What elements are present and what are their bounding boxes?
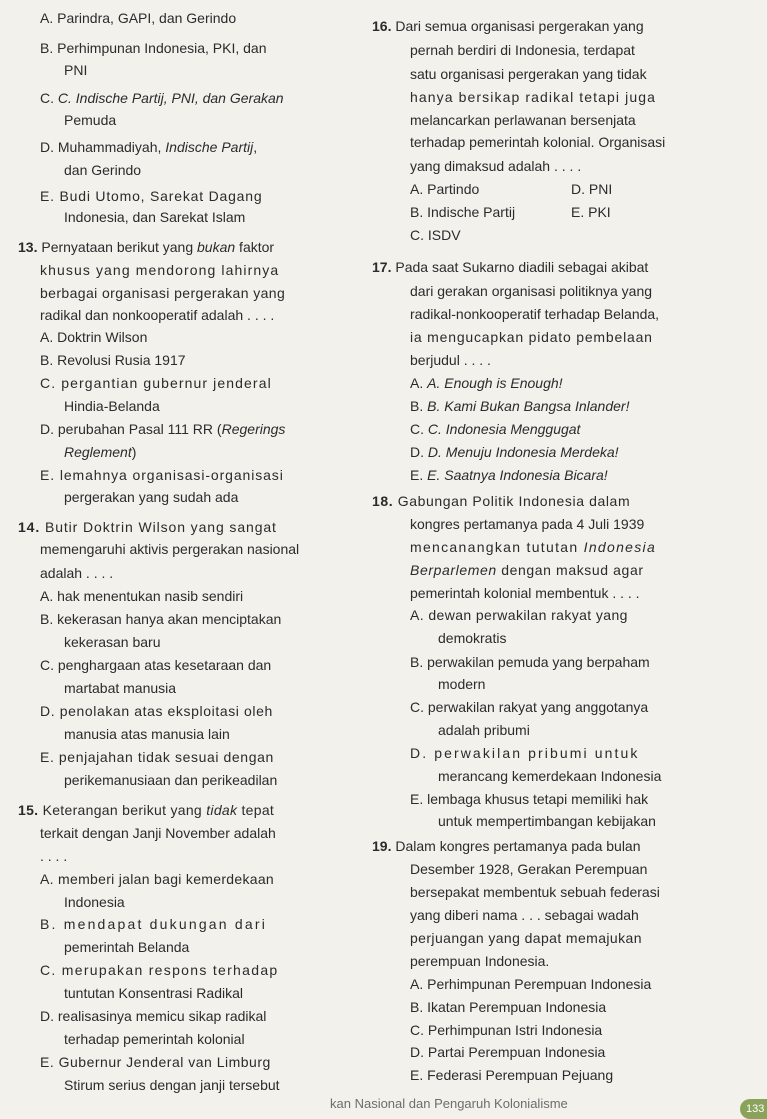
q12-option-c-cont: Pemuda: [64, 112, 117, 128]
q18-stem-5: pemerintah kolonial membentuk . . . .: [410, 585, 640, 601]
q16-stem-6: terhadap pemerintah kolonial. Organisasi: [410, 134, 666, 150]
q14-option-e-cont: perikemanusiaan dan perikeadilan: [64, 772, 278, 788]
q18-option-d-cont: merancang kemerdekaan Indonesia: [438, 768, 662, 784]
q12-option-b-cont: PNI: [64, 62, 88, 78]
q13-option-a: A. Doktrin Wilson: [40, 329, 148, 345]
q16-option-b: B. Indische Partij: [410, 204, 516, 220]
q18-option-c-cont: adalah pribumi: [438, 722, 530, 738]
q16-option-e: E. PKI: [571, 204, 611, 220]
q19-stem-6: perempuan Indonesia.: [410, 953, 550, 969]
q15-option-b-cont: pemerintah Belanda: [64, 939, 190, 955]
q17-stem-3: radikal-nonkooperatif terhadap Belanda,: [410, 306, 660, 322]
q16-stem-3: satu organisasi pergerakan yang tidak: [410, 66, 647, 82]
q19-stem: 19. Dalam kongres pertamanya pada bulan: [372, 838, 641, 854]
q19-stem-2: Desember 1928, Gerakan Perempuan: [410, 861, 648, 877]
q14-stem: 14. Butir Doktrin Wilson yang sangat: [18, 519, 277, 535]
q15-stem: 15. Keterangan berikut yang tidak tepat: [18, 802, 275, 818]
q19-option-c: C. Perhimpunan Istri Indonesia: [410, 1022, 603, 1038]
q14-option-d: D. penolakan atas eksploitasi oleh: [40, 703, 273, 719]
q13-option-b: B. Revolusi Rusia 1917: [40, 352, 186, 368]
q18-stem-3: mencanangkan tututan Indonesia: [410, 539, 657, 555]
q14-option-b: B. kekerasan hanya akan menciptakan: [40, 611, 282, 627]
q19-option-a: A. Perhimpunan Perempuan Indonesia: [410, 976, 652, 992]
q15-option-d: D. realisasinya memicu sikap radikal: [40, 1008, 267, 1024]
q18-option-e-cont: untuk mempertimbangan kebijakan: [438, 813, 656, 829]
q14-option-c-cont: martabat manusia: [64, 680, 177, 696]
q14-stem-3: adalah . . . .: [40, 565, 114, 581]
q18-option-d: D. perwakilan pribumi untuk: [410, 745, 640, 761]
q12-option-b: B. Perhimpunan Indonesia, PKI, dan: [40, 40, 267, 56]
q15-stem-2: terkait dengan Janji November adalah: [40, 825, 276, 841]
q13-stem-4: radikal dan nonkooperatif adalah . . . .: [40, 307, 275, 323]
q16-stem-2: pernah berdiri di Indonesia, terdapat: [410, 42, 635, 58]
q18-option-c: C. perwakilan rakyat yang anggotanya: [410, 699, 649, 715]
q18-option-a: A. dewan perwakilan rakyat yang: [410, 607, 628, 623]
q12-option-a: A. Parindra, GAPI, dan Gerindo: [40, 10, 237, 26]
q13-option-e: E. lemahnya organisasi-organisasi: [40, 467, 284, 483]
q19-stem-4: yang diberi nama . . . sebagai wadah: [410, 907, 639, 923]
q12-option-d-cont: dan Gerindo: [64, 162, 142, 178]
q17-option-d: D. D. Menuju Indonesia Merdeka!: [410, 444, 619, 460]
q12-option-d: D. Muhammadiyah, Indische Partij,: [40, 139, 258, 155]
q17-stem-2: dari gerakan organisasi politiknya yang: [410, 283, 653, 299]
q13-option-d-cont: Reglement): [64, 444, 137, 460]
q18-option-b: B. perwakilan pemuda yang berpaham: [410, 654, 650, 670]
q12-option-e: E. Budi Utomo, Sarekat Dagang: [40, 188, 263, 204]
q18-option-e: E. lembaga khusus tetapi memiliki hak: [410, 791, 649, 807]
q17-stem-4: ia mengucapkan pidato pembelaan: [410, 329, 653, 345]
q13-option-d: D. perubahan Pasal 111 RR (Regerings: [40, 421, 286, 437]
q15-option-e: E. Gubernur Jenderal van Limburg: [40, 1054, 271, 1070]
q12-option-c: C. C. Indische Partij, PNI, dan Gerakan: [40, 90, 284, 106]
q15-stem-3: . . . .: [40, 848, 68, 864]
q17-option-e: E. E. Saatnya Indonesia Bicara!: [410, 467, 608, 483]
q15-option-c: C. merupakan respons terhadap: [40, 962, 279, 978]
q18-option-b-cont: modern: [438, 676, 486, 692]
q14-option-e: E. penjajahan tidak sesuai dengan: [40, 749, 274, 765]
q15-option-e-cont: Stirum serius dengan janji tersebut: [64, 1077, 280, 1093]
q14-option-c: C. penghargaan atas kesetaraan dan: [40, 657, 272, 673]
q17-stem: 17. Pada saat Sukarno diadili sebagai akibat: [372, 259, 649, 275]
q17-option-c: C. C. Indonesia Menggugat: [410, 421, 581, 437]
q16-stem-4: hanya bersikap radikal tetapi juga: [410, 89, 656, 105]
q19-option-e: E. Federasi Perempuan Pejuang: [410, 1067, 614, 1083]
q18-option-a-cont: demokratis: [438, 630, 507, 646]
q13-option-c: C. pergantian gubernur jenderal: [40, 375, 272, 391]
q19-stem-5: perjuangan yang dapat memajukan: [410, 930, 642, 946]
q19-option-b: B. Ikatan Perempuan Indonesia: [410, 999, 607, 1015]
q12-option-e-cont: Indonesia, dan Sarekat Islam: [64, 209, 246, 225]
q15-option-d-cont: terhadap pemerintah kolonial: [64, 1031, 245, 1047]
q18-stem-2: kongres pertamanya pada 4 Juli 1939: [410, 516, 645, 532]
q13-option-c-cont: Hindia-Belanda: [64, 398, 160, 414]
q16-stem: 16. Dari semua organisasi pergerakan yang: [372, 18, 644, 34]
q16-option-c: C. ISDV: [410, 227, 461, 243]
q16-stem-7: yang dimaksud adalah . . . .: [410, 158, 582, 174]
q19-stem-3: bersepakat membentuk sebuah federasi: [410, 884, 660, 900]
q17-stem-5: berjudul . . . .: [410, 352, 491, 368]
q13-stem-2: khusus yang mendorong lahirnya: [40, 262, 280, 278]
q18-stem-4: Berparlemen dengan maksud agar: [410, 562, 644, 578]
q14-stem-2: memengaruhi aktivis pergerakan nasional: [40, 541, 300, 557]
q16-option-a: A. Partindo: [410, 181, 480, 197]
q14-option-a: A. hak menentukan nasib sendiri: [40, 588, 244, 604]
q14-option-b-cont: kekerasan baru: [64, 634, 161, 650]
q13-stem-3: berbagai organisasi pergerakan yang: [40, 285, 286, 301]
q13-option-e-cont: pergerakan yang sudah ada: [64, 489, 239, 505]
q19-option-d: D. Partai Perempuan Indonesia: [410, 1044, 606, 1060]
q16-stem-5: melancarkan perlawanan bersenjata: [410, 112, 636, 128]
q17-option-a: A. A. Enough is Enough!: [410, 375, 563, 391]
page-footer: kan Nasional dan Pengaruh Kolonialisme: [330, 1096, 568, 1111]
q15-option-c-cont: tuntutan Konsentrasi Radikal: [64, 985, 243, 1001]
q15-option-a: A. memberi jalan bagi kemerdekaan: [40, 871, 275, 887]
q17-option-b: B. B. Kami Bukan Bangsa Inlander!: [410, 398, 630, 414]
q15-option-b: B. mendapat dukungan dari: [40, 916, 268, 932]
page-number: 133: [740, 1099, 767, 1119]
q14-option-d-cont: manusia atas manusia lain: [64, 726, 230, 742]
q13-stem: 13. Pernyataan berikut yang bukan faktor: [18, 239, 275, 255]
q16-option-d: D. PNI: [571, 181, 613, 197]
q18-stem: 18. Gabungan Politik Indonesia dalam: [372, 493, 631, 509]
q15-option-a-cont: Indonesia: [64, 894, 125, 910]
